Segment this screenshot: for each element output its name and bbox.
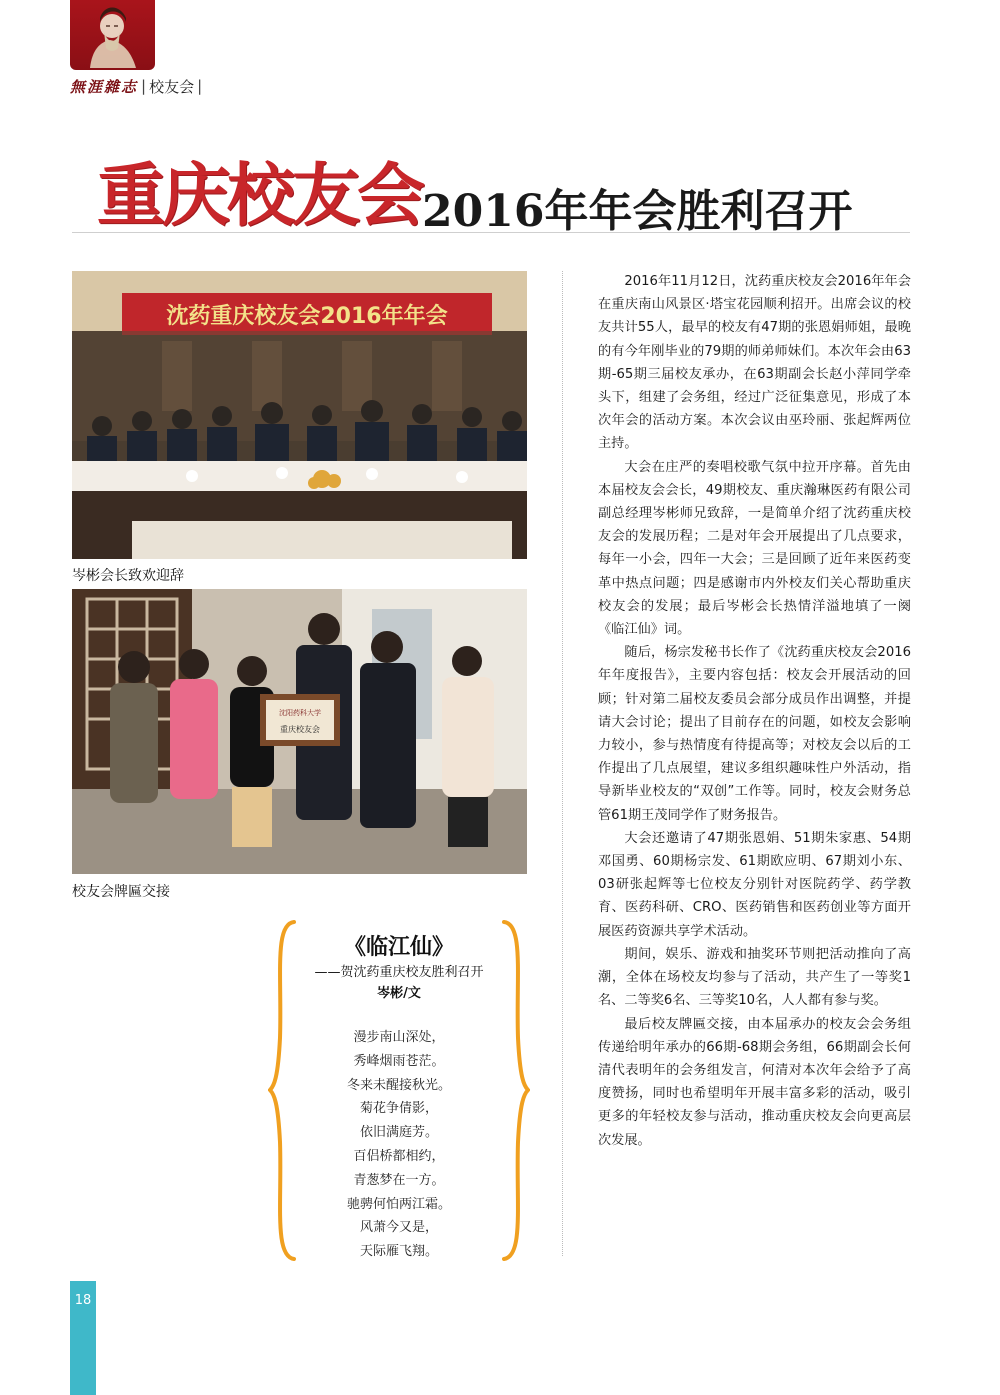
poem-box — [268, 918, 530, 1263]
poem-line: 依旧满庭芳。 — [359, 1125, 438, 1141]
headline-red-part: 重庆校友会 — [97, 157, 423, 236]
poem-line: 菊花争倩影， — [359, 1101, 438, 1117]
column-divider — [562, 271, 563, 1256]
poem-lines — [268, 1026, 530, 1264]
plaque-line1: 沈阳药科大学 — [279, 709, 321, 717]
divider: | — [197, 77, 203, 95]
article-headline — [97, 142, 927, 237]
article-paragraph: 2016年11月12日，沈药重庆校友会2016年年会在重庆南山风景区·塔宝花园顺利招开。出席会议的校友共计55人，最早的校友有47期的张恩娟师姐，最晚的有今年刚毕业的79期的师弟师妹们。本次年会由63期-65期三届校友承办，在63期副会长赵小萍同学牵头下，组建了会务组，经过广泛征集意见，形成了本次年会的活动方案。本次会议由巫玲丽、张起辉两位主持。 — [598, 274, 911, 452]
plaque-handover-photo — [72, 589, 527, 874]
poem-line: 漫步南山深处， — [353, 1030, 445, 1045]
headline-divider — [72, 232, 910, 233]
article-paragraph: 大会还邀请了47期张恩娟、51期朱家惠、54期邓国勇、60期杨宗发、61期欧应明、67期刘小东、03研张起辉等七位校友分别针对医院药学、药学教育、医药科研、CRO、医药销售和医药创业等方面开展医药资源共享学术活动。 — [598, 830, 911, 939]
poem-line: 驰骋何怕两江霜。 — [346, 1196, 451, 1212]
poem-line: 冬来未醒接秋光。 — [346, 1077, 451, 1093]
magazine-logo — [70, 0, 155, 70]
poem-title: 《临江仙》 — [343, 934, 454, 960]
article-paragraph: 大会在庄严的奏唱校歌气氛中拉开序幕。首先由本届校友会会长，49期校友、重庆瀚琳医药有限公司副总经理岑彬师兄致辞，一是简单介绍了沈药重庆校友会的发展历程；二是对年会开展提出了几点要求，每年一小会，四年一大会；三是回顾了近年来医药变革中热点问题；四是感谢市内外校友们关心帮助重庆校友会的发展；最后岑彬会长热情洋溢地填了一阕《临江仙》词。 — [598, 459, 911, 638]
poem-line: 百侣桥都相约， — [353, 1148, 445, 1164]
poem-line: 秀峰烟雨苍茫。 — [353, 1053, 445, 1069]
section-name: 校友会 — [149, 77, 195, 96]
photo-caption: 岑彬会长致欢迎辞 — [72, 568, 184, 584]
poem-line: 青葱梦在一方。 — [353, 1172, 445, 1188]
poem-line: 风萧今又是， — [359, 1220, 438, 1236]
article-paragraph: 期间，娱乐、游戏和抽奖环节则把活动推向了高潮，全体在场校友均参与了活动，共产生了一等奖1名、二等奖6名、三等奖10名，人人都有参与奖。 — [598, 946, 911, 1009]
scholar-portrait-icon — [70, 0, 155, 70]
meeting-photo — [72, 271, 527, 559]
article-paragraph: 最后校友牌匾交接，由本届承办的校友会会务组传递给明年承办的66期-68期会务组，66期副会长何清代表明年的会务组发言，何清对本次年会给予了高度赞扬，同时也希望明年开展丰富多彩的活动，吸引更多的年轻校友参与活动，推动重庆校友会向更高层次发展。 — [598, 1016, 911, 1148]
poem-subtitle: ——贺沈药重庆校友胜利召开 — [314, 965, 484, 980]
poem-line: 天际雁飞翔。 — [359, 1244, 438, 1260]
divider: | — [141, 77, 147, 95]
banner-text: 沈药重庆校友会2016年年会 — [166, 304, 448, 329]
article-paragraph: 随后，杨宗发秘书长作了《沈药重庆校友会2016年年度报告》，主要内容包括：校友会开展活动的回顾；针对第二届校友委员会部分成员作出调整，并提请大会讨论；提出了目前存在的问题，如校友会影响力较小，参与热情度有待提高等；对校友会以后的工作提出了几点展望，建议多组织趣味性户外活动，指导新毕业校友的“双创”工作等。同时，校友会财务总管61期王茂同学作了财务报告。 — [598, 645, 911, 823]
headline-black-part: 2016年年会胜利召开 — [422, 186, 853, 237]
photo-caption: 校友会牌匾交接 — [72, 884, 170, 900]
masthead — [70, 74, 205, 98]
brand-name: 無涯雜志 — [70, 77, 139, 96]
poem-author: 岑彬/文 — [377, 986, 421, 1001]
plaque-line2: 重庆校友会 — [280, 725, 320, 734]
article-body — [598, 270, 911, 1152]
page-number: 18 — [74, 1293, 92, 1308]
